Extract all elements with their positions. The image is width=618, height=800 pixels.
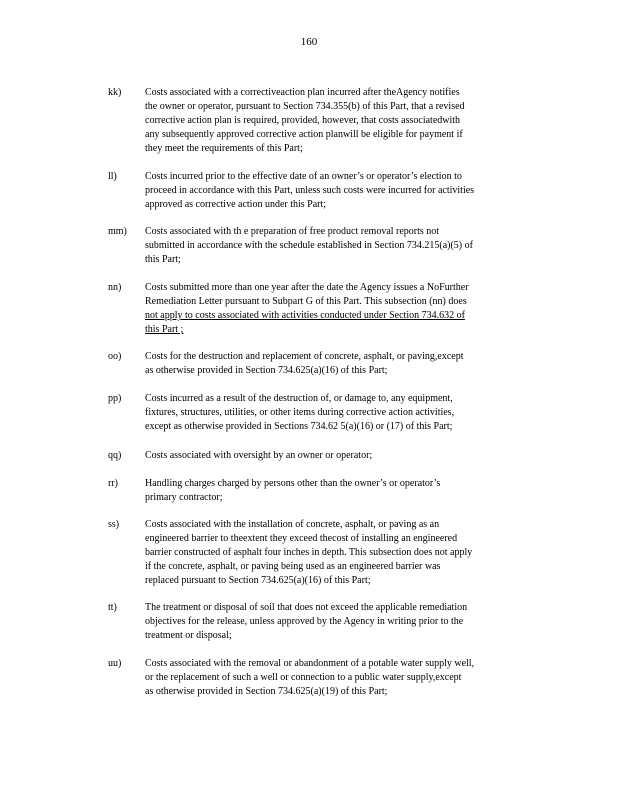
item-line: Costs associated with a correctiveaction plan incurred after theAgency notifies	[145, 87, 460, 98]
item-line: Remediation Letter pursuant to Subpart G of this Part. This subsection (nn) does	[145, 296, 467, 307]
item-text	[145, 86, 540, 156]
item-label: ll)	[108, 171, 117, 182]
item-line: as otherwise provided in Section 734.625(a)(19) of this Part;	[145, 686, 388, 697]
item-line: they meet the requirements of this Part;	[145, 143, 303, 154]
item-label: pp)	[108, 393, 122, 404]
item-label: uu)	[108, 658, 122, 669]
item-text	[145, 350, 540, 378]
item-label: qq)	[108, 450, 122, 461]
item-text	[145, 392, 540, 434]
item-line: this Part;	[145, 254, 181, 265]
item-line: Costs associated with th e preparation of free product removal reports not	[145, 226, 440, 237]
item-line: the owner or operator, pursuant to Section 734.355(b) of this Part, that a revised	[145, 101, 465, 112]
item-line: Handling charges charged by persons other than the owner’s or operator’s	[145, 478, 441, 489]
item-line: treatment or disposal;	[145, 630, 232, 641]
page-number: 160	[300, 36, 318, 48]
item-line: submitted in accordance with the schedule established in Section 734.215(a)(5) of	[145, 240, 473, 251]
item-line: fixtures, structures, utilities, or other items during corrective action activities,	[145, 407, 455, 418]
item-line: barrier constructed of asphalt four inches in depth. This subsection does not apply	[145, 547, 473, 558]
item-text	[145, 281, 540, 337]
item-label: oo)	[108, 351, 122, 362]
item-line: Costs associated with the removal or abandonment of a potable water supply well,	[145, 658, 475, 669]
item-text	[145, 170, 540, 212]
item-text	[145, 601, 540, 643]
item-line: Costs for the destruction and replacement of concrete, asphalt, or paving,except	[145, 351, 464, 362]
item-line: approved as corrective action under this Part;	[145, 199, 327, 210]
item-line: Costs incurred prior to the effective date of an owner’s or operator’s election to	[145, 171, 462, 182]
item-line: Costs submitted more than one year after the date the Agency issues a NoFurther	[145, 282, 469, 293]
item-line: except as otherwise provided in Sections 734.62 5(a)(16) or (17) of this Part;	[145, 421, 453, 432]
item-line: any subsequently approved corrective action planwill be eligible for payment if	[145, 129, 463, 140]
item-line: replaced pursuant to Section 734.625(a)(16) of this Part;	[145, 575, 371, 586]
item-text	[145, 518, 540, 588]
item-line: or the replacement of such a well or connection to a public water supply,except	[145, 672, 462, 683]
item-line: proceed in accordance with this Part, unless such costs were incurred for activities	[145, 185, 475, 196]
item-label: kk)	[108, 87, 122, 98]
item-label: nn)	[108, 282, 122, 293]
item-text	[145, 225, 540, 267]
item-text	[145, 477, 540, 505]
item-line: Costs associated with oversight by an owner or operator;	[145, 450, 373, 461]
item-line: as otherwise provided in Section 734.625(a)(16) of this Part;	[145, 365, 388, 376]
item-line-underlined: this Part ;	[145, 324, 184, 335]
item-line: objectives for the release, unless approved by the Agency in writing prior to the	[145, 616, 464, 627]
item-label: mm)	[108, 226, 127, 237]
item-text	[145, 449, 540, 463]
item-label: ss)	[108, 519, 120, 530]
item-label: rr)	[108, 478, 118, 489]
item-line: if the concrete, asphalt, or paving being used as an engineered barrier was	[145, 561, 441, 572]
item-text	[145, 657, 540, 699]
item-label: tt)	[108, 602, 117, 613]
item-line: engineered barrier to theextent they exceed thecost of installing an engineered	[145, 533, 458, 544]
item-line: Costs associated with the installation of concrete, asphalt, or paving as an	[145, 519, 440, 530]
item-line: Costs incurred as a result of the destruction of, or damage to, any equipment,	[145, 393, 453, 404]
item-line-underlined: not apply to costs associated with activities conducted under Section 734.632 of	[145, 310, 465, 321]
item-line: primary contractor;	[145, 492, 223, 503]
item-line: The treatment or disposal of soil that does not exceed the applicable remediation	[145, 602, 468, 613]
item-line: corrective action plan is required, provided, however, that costs associatedwith	[145, 115, 461, 126]
